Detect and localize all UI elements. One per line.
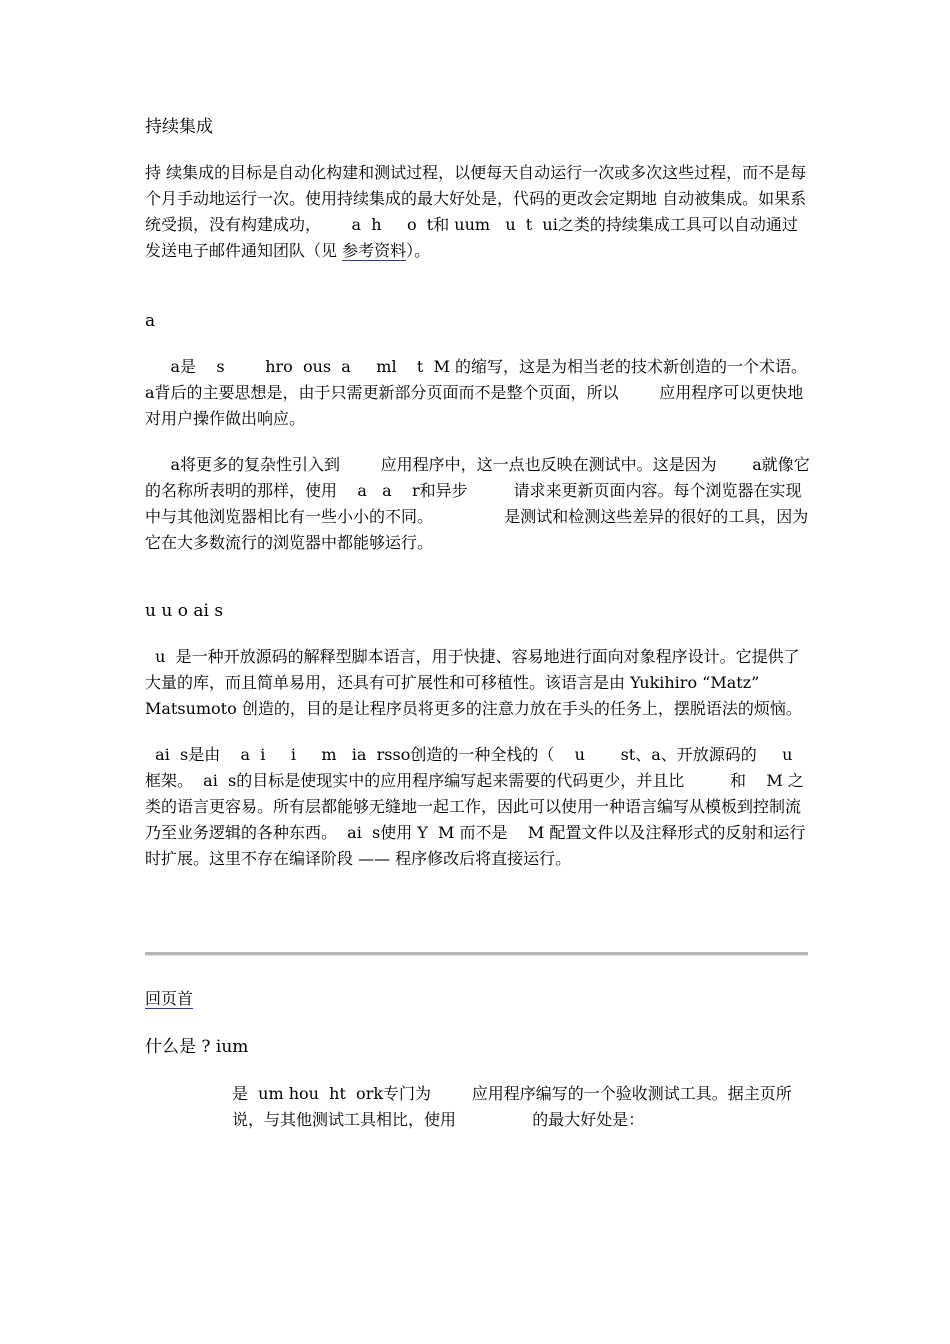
ruby-section	[145, 598, 834, 872]
ajax-paragraph-1: a是 s hro ous a ml t M 的缩写，这是为相当老的技术新创造的一个术语。 a背后的主要思想是，由于只需更新部分页面而不是整个页面，所以 应用程序可以更快地对用户操作做出响应。	[145, 357, 833, 428]
answer-paragraph: 是 um hou ht ork专门为 应用程序编写的一个验收测试工具。据主页所说，与其他测试工具相比，使用 的最大好处是：	[232, 1084, 792, 1129]
answer-block	[232, 1081, 810, 1133]
ruby-heading: u u o ai s	[145, 601, 224, 621]
back-to-top-row	[145, 986, 810, 1009]
ruby-paragraph-2: ai s是由 a i i m ia rsso创造的一种全栈的（ u st、a、开放源码的 u 框架。 ai s的目标是使现实中的应用程序编写起来需要的代码更少，并且比 和 M 之类的语言更容易。所有层都能够无缝地一起工作，因此可以使用一种语言编写从模板到控制流乃至业务逻辑的各种东西。 ai s使用 Y M 而不是 M 配置文件以及注释形式的反射和运行时扩展。这里不存在编译阶段 —— 程序修改后将直接运行。	[145, 745, 834, 868]
references-link[interactable]: 参考资料	[342, 241, 407, 260]
question-heading: 什么是 ? ium	[145, 1037, 249, 1057]
ci-tail: ）。	[406, 241, 431, 260]
ruby-paragraph-1: u 是一种开放源码的解释型脚本语言，用于快捷、容易地进行面向对象程序设计。它提供了大量的库，而且简单易用，还具有可扩展性和可移植性。该语言是由 Yukihiro “Matz” Matsumoto 创造的，目的是让程序员将更多的注意力放在手头的任务上，摆脱语法的烦恼。	[145, 647, 802, 718]
question-row	[145, 1034, 810, 1060]
ajax-paragraph-2: a将更多的复杂性引入到 应用程序中，这一点也反映在测试中。这是因为 a就像它的名称所表明的那样，使用 a a r和异步 请求来更新页面内容。每个浏览器在实现中与其他浏览器相比有一些小小的不同。 是测试和检测这些差异的很好的工具，因为它在大多数流行的浏览器中都能够运行。	[145, 455, 810, 552]
ci-paragraph	[145, 160, 810, 264]
back-to-top-link[interactable]: 回页首	[145, 989, 194, 1008]
ci-text: 持 续集成的目标是自动化构建和测试过程，以便每天自动运行一次或多次这些过程，而不是每个月手动地运行一次。使用持续集成的最大好处是，代码的更改会定期地 自动被集成。如果系统受损，没有构建成功， a h o t和 uum u t ui之类的持续集成工具可以自动通过发送电子邮件通知团队（见	[145, 163, 807, 260]
ajax-section	[145, 308, 833, 556]
ci-section	[145, 114, 810, 264]
horizontal-divider	[145, 952, 808, 956]
ci-heading: 持续集成	[145, 117, 213, 137]
ajax-heading: a	[145, 311, 156, 331]
